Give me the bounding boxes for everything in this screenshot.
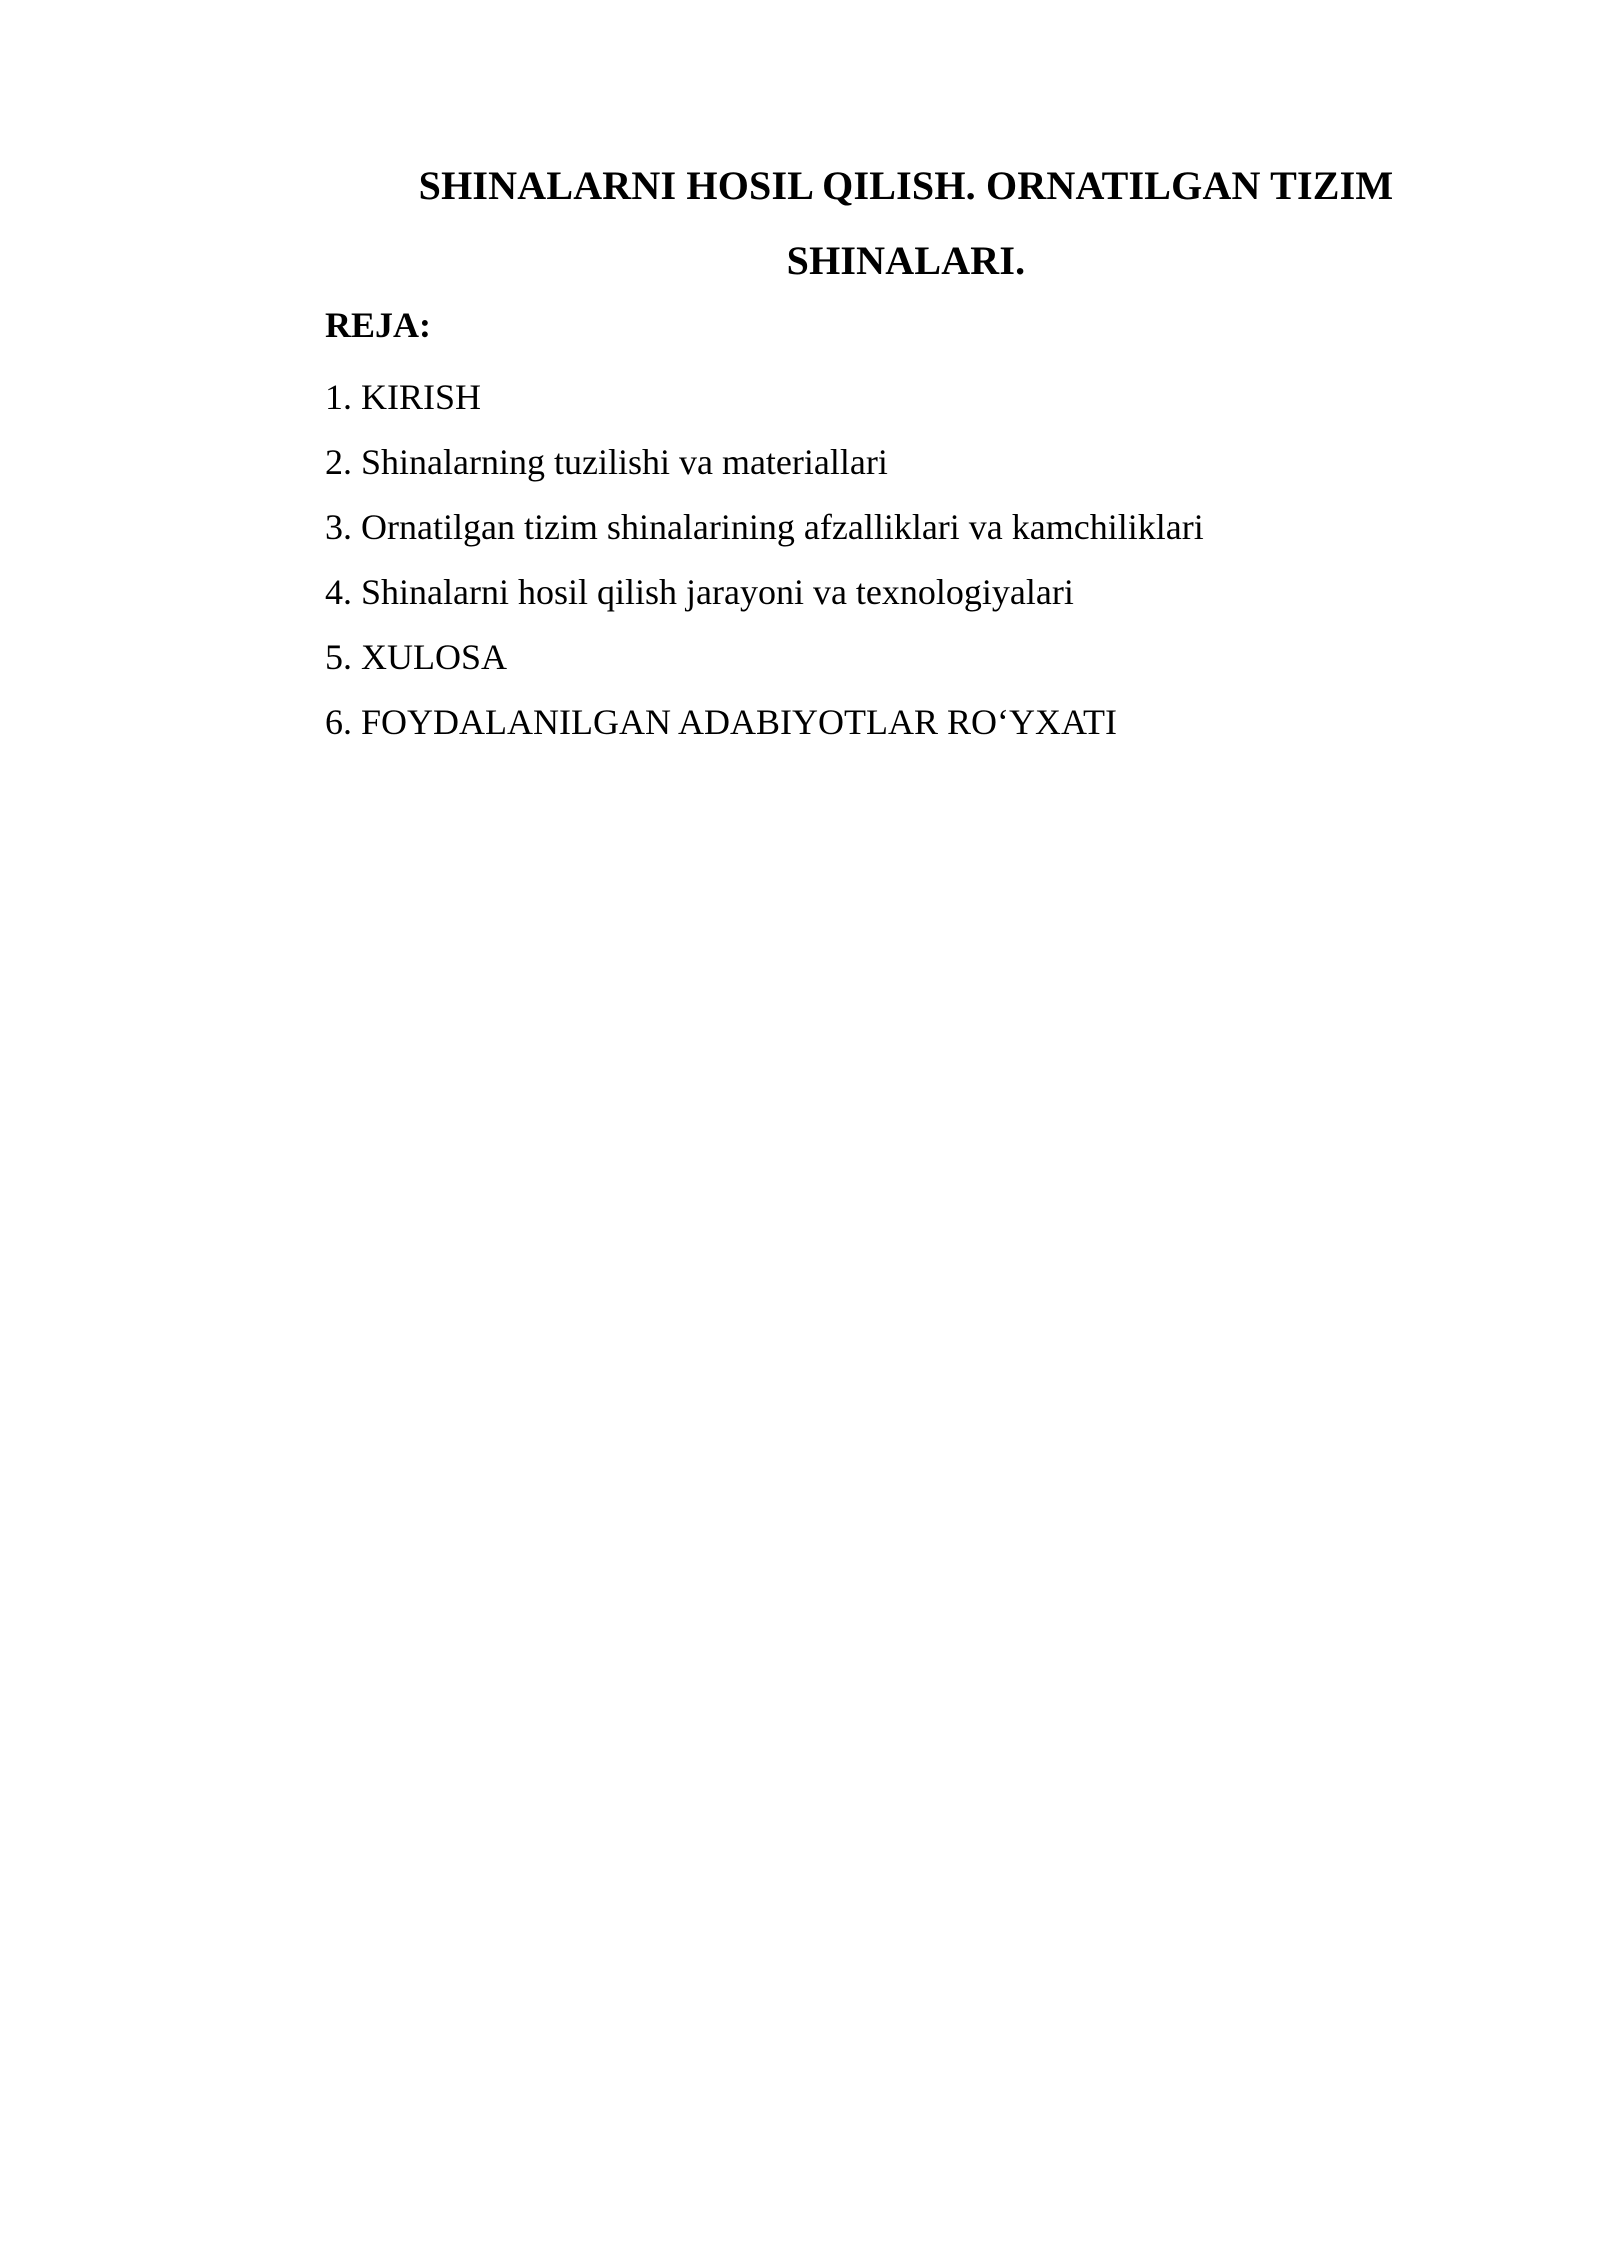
plan-item-6: 6. FOYDALANILGAN ADABIYOTLAR RO‘YXATI [325,702,1117,742]
plan-list [325,365,1204,755]
plan-item-2: 2. Shinalarning tuzilishi va materiallari [325,442,888,482]
title-line-1: SHINALARNI HOSIL QILISH. ORNATILGAN TIZIM [418,163,1394,208]
document-title [325,148,1487,298]
plan-item-1: 1. KIRISH [325,377,482,417]
title-line-2: SHINALARI. [786,238,1026,283]
plan-item-4: 4. Shinalarni hosil qilish jarayoni va texnologiyalari [325,572,1074,612]
plan-heading: REJA: [325,305,431,345]
plan-item-5: 5. XULOSA [325,637,508,677]
plan-item-3: 3. Ornatilgan tizim shinalarining afzalliklari va kamchiliklari [325,507,1204,547]
